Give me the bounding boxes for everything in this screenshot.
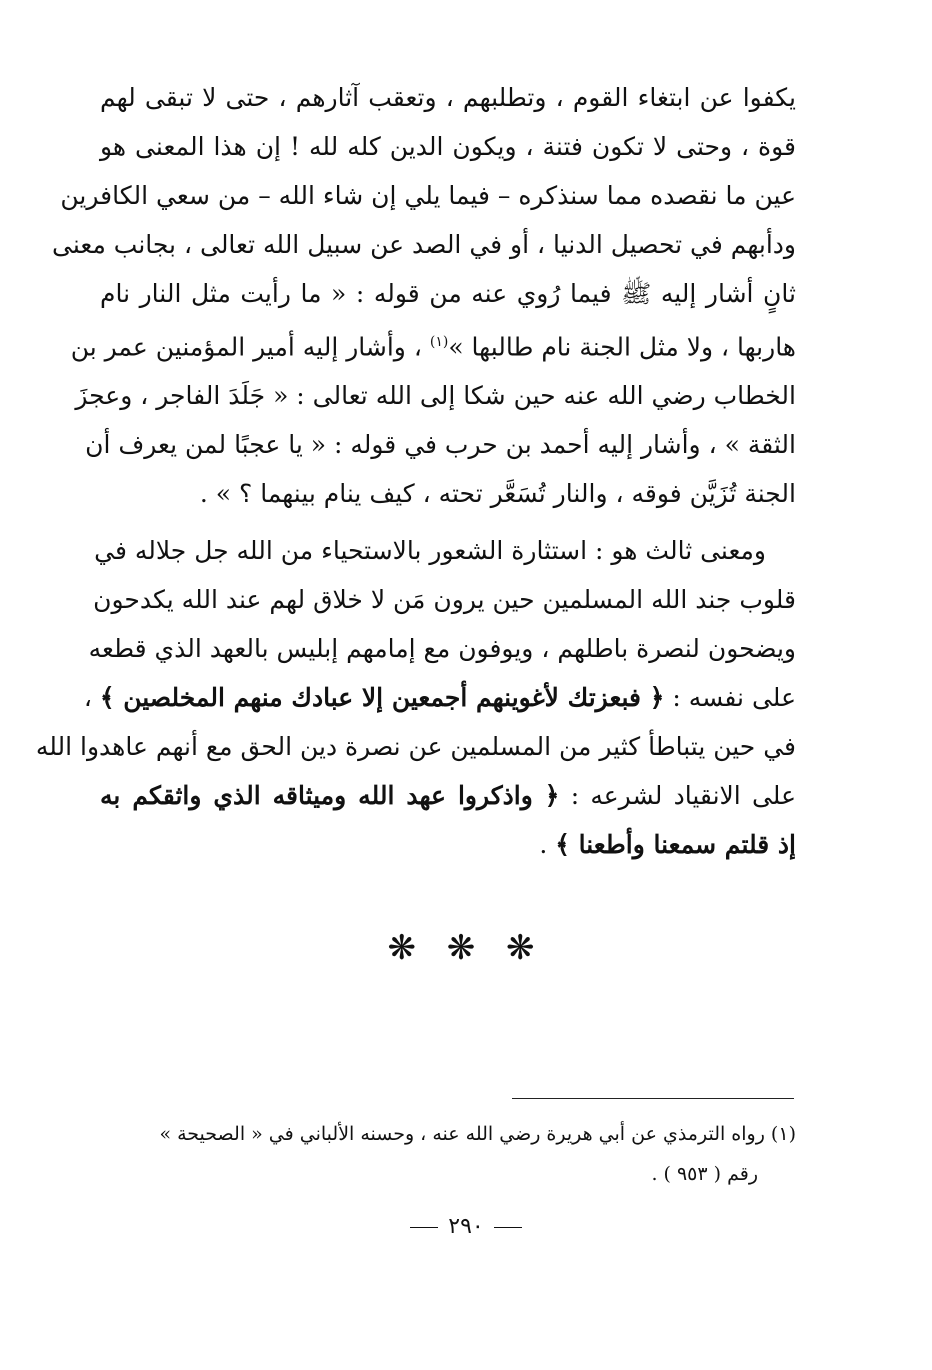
dash-decoration xyxy=(410,1227,438,1228)
text-segment: على الانقياد لشرعه : xyxy=(570,781,796,810)
text-line: ودأبهم في تحصيل الدنيا ، أو في الصد عن سبيل الله تعالى ، بجانب معنى xyxy=(52,230,796,259)
text-line: عين ما نقصده مما سنذكره – فيما يلي إن شاء الله – من سعي الكافرين xyxy=(60,181,796,210)
text-segment: ، وأشار إليه أمير المؤمنين عمر بن xyxy=(70,332,430,362)
page-number xyxy=(0,1214,932,1239)
text-line: في حين يتباطأ كثير من المسلمين عن نصرة دين الحق مع أنهم عاهدوا الله xyxy=(35,732,796,761)
text-line: الثقة » ، وأشار إليه أحمد بن حرب في قوله : « يا عجبًا لمن يعرف أن xyxy=(85,430,796,460)
quran-verse: ﴿ فبعزتك لأغوينهم أجمعين إلا عبادك منهم المخلصين ﴾ xyxy=(99,683,665,712)
text-line: يكفوا عن ابتغاء القوم ، وتطلبهم ، وتعقب آثارهم ، حتى لا تبقى لهم xyxy=(100,83,796,112)
text-segment: هاربها ، ولا مثل الجنة نام طالبها » xyxy=(448,332,796,362)
footnote-line: رقم ( ٩٥٣ ) . xyxy=(651,1163,758,1185)
text-line: ومعنى ثالث هو : استثارة الشعور بالاستحياء من الله جل جلاله في xyxy=(94,536,766,565)
text-segment: على نفسه : xyxy=(672,683,796,712)
footnote-marker: (١) xyxy=(429,334,449,350)
text-line xyxy=(100,820,796,869)
paragraph-2 xyxy=(35,526,796,869)
text-segment: ، xyxy=(83,683,92,712)
quran-verse: إذ قلتم سمعنا وأطعنا ﴾ xyxy=(555,830,796,859)
text-line: ويضحون لنصرة باطلهم ، ويوفون مع إمامهم إبليس بالعهد الذي قطعه xyxy=(88,634,796,663)
paragraph-1 xyxy=(52,73,796,518)
footnote-divider xyxy=(512,1098,794,1099)
text-line xyxy=(100,771,796,820)
text-line: قوة ، وحتى لا تكون فتنة ، ويكون الدين كله لله ! إن هذا المعنى هو xyxy=(100,132,796,161)
quran-verse: ﴿ واذكروا عهد الله وميثاقه الذي واثقكم به xyxy=(100,781,560,810)
footnote-line: (١) رواه الترمذي عن أبي هريرة رضي الله عنه ، وحسنه الألباني في « الصحيحة » xyxy=(159,1123,796,1145)
text-line: الجنة تُزَيَّن فوقه ، والنار تُسَعَّر تحته ، كيف ينام بينهما ؟ » . xyxy=(199,479,796,509)
section-separator: ❋ ❋ ❋ xyxy=(387,928,545,968)
footnotes xyxy=(100,1114,796,1194)
dash-decoration xyxy=(494,1227,522,1228)
page-number-value: ٢٩٠ xyxy=(448,1214,484,1239)
text-line xyxy=(70,318,796,371)
text-line: قلوب جند الله المسلمين حين يرون مَن لا خلاق لهم عند الله يكدحون xyxy=(93,585,796,614)
text-line: ثانٍ أشار إليه ﷺ فيما رُوي عنه من قوله : « ما رأيت مثل النار نام xyxy=(100,279,796,308)
text-line xyxy=(83,673,796,722)
text-line: الخطاب رضي الله عنه حين شكا إلى الله تعالى : « جَلَدَ الفاجر ، وعجزَ xyxy=(75,381,796,411)
text-segment: . xyxy=(539,830,548,859)
